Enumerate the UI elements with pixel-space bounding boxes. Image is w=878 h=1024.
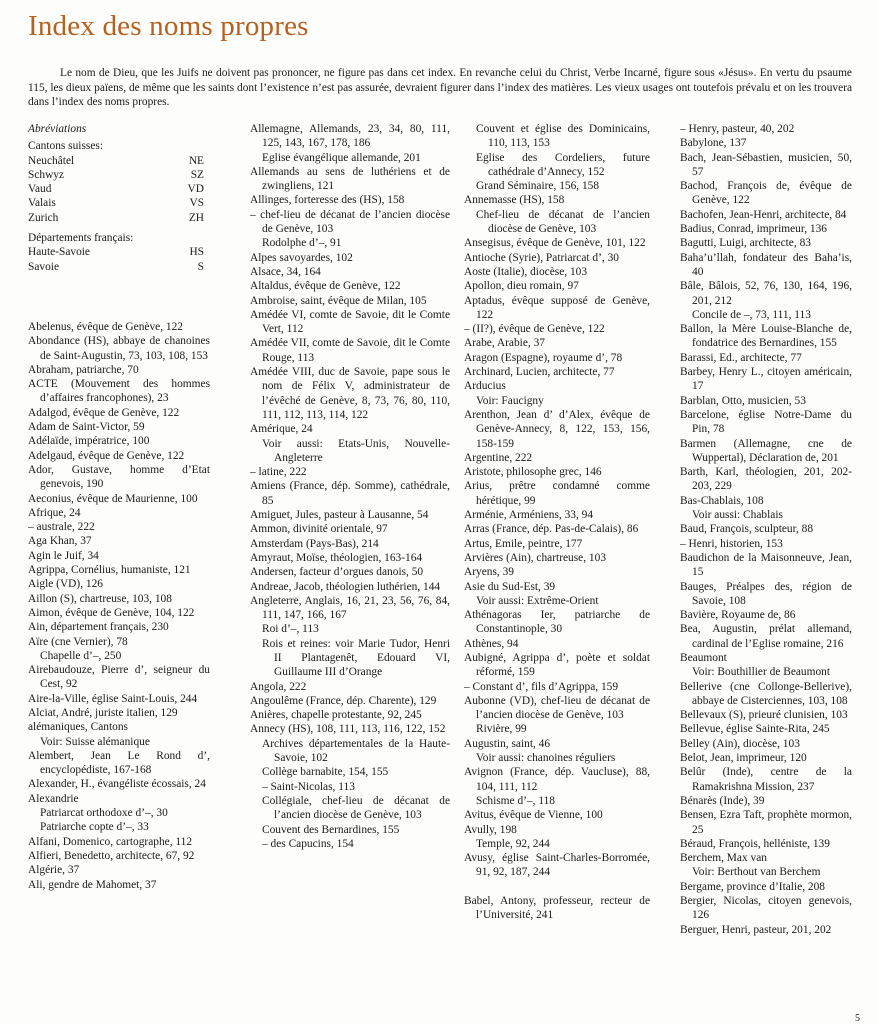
index-entry: Aïre (cne Vernier), 78 bbox=[28, 635, 128, 648]
index-entry: Angoulême (France, dép. Charente), 129 bbox=[250, 694, 437, 707]
abbreviations-block bbox=[28, 122, 210, 274]
index-entry: Alciat, André, juriste italien, 129 bbox=[28, 706, 178, 719]
index-entry: Eglise évangélique allemande, 201 bbox=[262, 151, 421, 164]
index-entry: Adam de Saint-Victor, 59 bbox=[28, 421, 145, 434]
abbreviation-row bbox=[28, 196, 210, 210]
index-entry: Béraud, François, helléniste, 139 bbox=[680, 837, 830, 850]
cantons-list bbox=[28, 154, 210, 225]
index-entry: Ansegisus, évêque de Genève, 101, 122 bbox=[464, 237, 646, 250]
index-entry: Barassi, Ed., architecte, 77 bbox=[680, 351, 802, 364]
index-entry: Aptadus, évêque supposé de Genève, 122 bbox=[464, 294, 650, 321]
index-entry: – latine, 222 bbox=[250, 466, 307, 479]
index-entry: Amédée VI, comte de Savoie, dit le Comte Vert, 112 bbox=[250, 308, 450, 336]
index-entry: Archives départementales de la Haute-Savoie, 102 bbox=[262, 737, 450, 765]
index-entry: Temple, 92, 244 bbox=[476, 837, 550, 850]
abbreviation-row bbox=[28, 245, 210, 259]
index-entry: Rivière, 99 bbox=[476, 723, 527, 736]
index-entry: Allemagne, Allemands, 23, 34, 80, 111, 125, 143, 167, 178, 186 bbox=[250, 123, 450, 150]
index-entry: Aimon, évêque de Genève, 104, 122 bbox=[28, 606, 195, 619]
index-entry: Amiens (France, dép. Somme), cathédrale, 85 bbox=[250, 480, 450, 507]
index-entry: Angola, 222 bbox=[250, 680, 307, 693]
index-entry: – chef-lieu de décanat de l’ancien diocèse de Genève, 103 bbox=[250, 208, 450, 236]
index-column-1 bbox=[28, 122, 210, 892]
index-entry: Bellerive (cne Collonge-Bellerive), abbaye de Cisterciennes, 103, 108 bbox=[680, 680, 852, 707]
index-entry: Augustin, saint, 46 bbox=[464, 737, 551, 750]
index-entry: Amédée VIII, duc de Savoie, pape sous le nom de Félix V, administrateur de l’évêché de Genève, 8, 73, 76, 80, 110, 111, 112, 113, 114, 122 bbox=[250, 366, 450, 421]
index-entry: Baudichon de la Maisonneuve, Jean, 15 bbox=[680, 551, 852, 579]
index-entry: Arducius bbox=[464, 380, 506, 393]
index-entry: Airebaudouze, Pierre d’, seigneur du Cest, 92 bbox=[28, 664, 210, 691]
index-entry: Altaldus, évêque de Genève, 122 bbox=[250, 280, 401, 293]
index-entry: Avignon (France, dép. Vaucluse), 88, 104, 111, 112 bbox=[464, 766, 650, 793]
index-entry: Adelgaud, évêque de Genève, 122 bbox=[28, 449, 185, 462]
index-entry: – australe, 222 bbox=[28, 521, 95, 534]
index-entry: Apollon, dieu romain, 97 bbox=[464, 280, 579, 293]
index-entry: Aragon (Espagne), royaume d’, 78 bbox=[464, 351, 623, 364]
index-entry: Aeconius, évêque de Maurienne, 100 bbox=[28, 492, 198, 505]
index-entry: Ali, gendre de Mahomet, 37 bbox=[28, 878, 157, 891]
abbreviation-code: VD bbox=[187, 183, 204, 196]
index-entry: Barth, Karl, théologien, 201, 202-203, 229 bbox=[680, 466, 852, 493]
index-entry: Collège barnabite, 154, 155 bbox=[262, 766, 389, 779]
abbreviation-name: Savoie bbox=[28, 260, 60, 273]
index-entry: Ambroise, saint, évêque de Milan, 105 bbox=[250, 294, 427, 307]
index-entry: Argentine, 222 bbox=[464, 451, 533, 464]
intro-paragraph bbox=[28, 66, 852, 110]
index-entry: Angleterre, Anglais, 16, 21, 23, 56, 76, 84, 111, 147, 166, 167 bbox=[250, 594, 450, 622]
abbreviation-name: Zurich bbox=[28, 211, 59, 224]
index-entry: Bâle, Bâlois, 52, 76, 130, 164, 196, 201, 212 bbox=[680, 280, 852, 307]
index-entry: Bellevaux (S), prieuré clunisien, 103 bbox=[680, 709, 848, 722]
index-entry: Amyraut, Moïse, théologien, 163-164 bbox=[250, 551, 423, 564]
index-entry: Arabe, Arabie, 37 bbox=[464, 337, 545, 350]
index-entry: Abondance (HS), abbaye de chanoines de Saint-Augustin, 73, 103, 108, 153 bbox=[28, 335, 210, 362]
index-entry: Voir: Bouthillier de Beaumont bbox=[692, 666, 831, 679]
index-entry: Aire-la-Ville, église Saint-Louis, 244 bbox=[28, 692, 198, 705]
index-entry: Anières, chapelle protestante, 92, 245 bbox=[250, 709, 422, 722]
index-entry: Beaumont bbox=[680, 651, 727, 664]
index-entry: Alsace, 34, 164 bbox=[250, 265, 321, 278]
page-title: Index des noms propres bbox=[28, 10, 309, 42]
abbreviation-name: Vaud bbox=[28, 183, 52, 196]
index-entry: Voir: Faucigny bbox=[476, 394, 544, 407]
index-entry: – Saint-Nicolas, 113 bbox=[262, 780, 355, 793]
index-entry: Bach, Jean-Sébastien, musicien, 50, 57 bbox=[680, 151, 852, 178]
index-column-4 bbox=[680, 122, 852, 937]
index-entry: – Henri, historien, 153 bbox=[680, 537, 783, 550]
index-entry: Annemasse (HS), 158 bbox=[464, 194, 565, 207]
index-entry: Afrique, 24 bbox=[28, 506, 81, 519]
index-entry: Eglise des Cordeliers, future cathédrale d’Annecy, 152 bbox=[476, 151, 650, 178]
index-entry: Badius, Conrad, imprimeur, 136 bbox=[680, 223, 827, 236]
index-entry: Berchem, Max van bbox=[680, 852, 767, 865]
index-entry: Agin le Juif, 34 bbox=[28, 549, 99, 562]
index-entry: Babel, Antony, professeur, recteur de l’Université, 241 bbox=[464, 894, 650, 922]
index-entry: Couvent et église des Dominicains, 110, 113, 153 bbox=[476, 123, 650, 150]
index-entry: Ador, Gustave, homme d’Etat genevois, 190 bbox=[28, 463, 210, 491]
index-entry: Arménie, Arméniens, 33, 94 bbox=[464, 509, 594, 522]
index-entry: Patriarche copte d’–, 33 bbox=[40, 821, 149, 834]
index-entry: Alexandrie bbox=[28, 792, 79, 805]
index-entry: Avitus, évêque de Vienne, 100 bbox=[464, 809, 603, 822]
abbreviation-code: S bbox=[197, 260, 204, 273]
index-entry: Aubonne (VD), chef-lieu de décanat de l’ancien diocèse de Genève, 103 bbox=[464, 694, 650, 722]
index-entry: Alexander, H., évangéliste écossais, 24 bbox=[28, 778, 206, 791]
index-entry: Bergier, Nicolas, citoyen genevois, 126 bbox=[680, 895, 852, 922]
index-entry: Algérie, 37 bbox=[28, 864, 80, 877]
index-entry: Amsterdam (Pays-Bas), 214 bbox=[250, 537, 379, 550]
index-entry: Voir: Berthout van Berchem bbox=[692, 866, 821, 879]
depts-heading: Départements français: bbox=[28, 232, 134, 245]
index-entry: Baud, François, sculpteur, 88 bbox=[680, 523, 814, 536]
index-entry: Bachod, François de, évêque de Genève, 122 bbox=[680, 180, 852, 207]
index-entry: Bachofen, Jean-Henri, architecte, 84 bbox=[680, 208, 847, 221]
index-entry: Aillon (S), chartreuse, 103, 108 bbox=[28, 592, 172, 605]
index-entries-col-4 bbox=[680, 122, 852, 937]
index-entry: Adalgod, évêque de Genève, 122 bbox=[28, 406, 180, 419]
index-entry: Barblan, Otto, musicien, 53 bbox=[680, 394, 806, 407]
index-entry: Barmen (Allemagne, cne de Wuppertal), Déclaration de, 201 bbox=[680, 437, 852, 464]
abbreviation-row bbox=[28, 168, 210, 182]
index-entry: Schisme d’–, 118 bbox=[476, 794, 555, 807]
index-entry: Asie du Sud-Est, 39 bbox=[464, 580, 556, 593]
index-entry: Bensen, Ezra Taft, prophète mormon, 25 bbox=[680, 809, 852, 836]
index-entry: Voir aussi: Extrême-Orient bbox=[476, 594, 599, 607]
index-entry: Andersen, facteur d’orgues danois, 50 bbox=[250, 566, 424, 579]
index-entry: Amiguet, Jules, pasteur à Lausanne, 54 bbox=[250, 509, 429, 522]
index-entry: Arenthon, Jean d’ d’Alex, évêque de Genève-Annecy, 8, 122, 153, 156, 158-159 bbox=[464, 408, 650, 450]
index-entry: Athènes, 94 bbox=[464, 637, 519, 650]
index-entry: Bénarès (Inde), 39 bbox=[680, 794, 765, 807]
index-entry: Aoste (Italie), diocèse, 103 bbox=[464, 265, 588, 278]
index-entry: Aristote, philosophe grec, 146 bbox=[464, 466, 602, 479]
index-entry: Allinges, forteresse des (HS), 158 bbox=[250, 194, 405, 207]
abbreviation-code: ZH bbox=[188, 211, 204, 224]
index-entry: Amédée VII, comte de Savoie, dit le Comte Rouge, 113 bbox=[250, 337, 450, 364]
index-entry: Bergame, province d’Italie, 208 bbox=[680, 880, 825, 893]
index-entries-col-2 bbox=[250, 122, 450, 851]
index-entry: – Constant d’, fils d’Agrippa, 159 bbox=[464, 680, 619, 693]
index-entry: Alfani, Domenico, cartographe, 112 bbox=[28, 835, 193, 848]
index-entry: Ballon, la Mère Louise-Blanche de, fondatrice des Bernardines, 155 bbox=[680, 323, 852, 350]
abbreviation-name: Haute-Savoie bbox=[28, 246, 90, 259]
abbreviation-code: VS bbox=[189, 197, 204, 210]
index-entry: alémaniques, Cantons bbox=[28, 721, 128, 734]
depts-list bbox=[28, 245, 210, 274]
index-entry: Allemands au sens de luthériens et de zwingliens, 121 bbox=[250, 165, 450, 193]
index-entry: Concile de –, 73, 111, 113 bbox=[692, 308, 811, 321]
abbreviation-row bbox=[28, 260, 210, 274]
index-entry: Couvent des Bernardines, 155 bbox=[262, 823, 400, 836]
index-entry: Voir aussi: Etats-Unis, Nouvelle-Angleterre bbox=[262, 437, 450, 464]
intro-text: Le nom de Dieu, que les Juifs ne doivent pas prononcer, ne figure pas dans cet index. En revanche celui du Christ, Verbe Incarné, figure sous «Jésus». En vertu du psaume 115, les dieux païens, de même que les saints dont l’existence n’est pas assurée, devraient figurer dans l’index des matières. Les vieux usages ont toutefois prévalu et on les trouvera dans l’index des noms propres. bbox=[28, 67, 852, 109]
abbreviations-title: Abréviations bbox=[28, 123, 87, 135]
index-entry: Barbey, Henry L., citoyen américain, 17 bbox=[680, 366, 852, 393]
index-entry: Bavière, Royaume de, 86 bbox=[680, 609, 796, 622]
index-entry: Archinard, Lucien, architecte, 77 bbox=[464, 366, 615, 379]
index-entry: Chef-lieu de décanat de l’ancien diocèse de Genève, 103 bbox=[476, 208, 650, 236]
index-entry: Bellevue, église Sainte-Rita, 245 bbox=[680, 723, 830, 736]
index-entry: Aubigné, Agrippa d’, poète et soldat réformé, 159 bbox=[464, 651, 650, 679]
index-entry: Avully, 198 bbox=[464, 823, 517, 836]
index-entry: Grand Séminaire, 156, 158 bbox=[476, 180, 600, 193]
abbreviation-row bbox=[28, 154, 210, 168]
index-entry: Antioche (Syrie), Patriarcat d’, 30 bbox=[464, 251, 619, 264]
index-entry: Abelenus, évêque de Genève, 122 bbox=[28, 320, 183, 333]
abbreviation-row bbox=[28, 211, 210, 225]
index-entry: Athénagoras Ier, patriarche de Constantinople, 30 bbox=[464, 609, 650, 636]
index-entry: Belot, Jean, imprimeur, 120 bbox=[680, 752, 807, 765]
index-entry: Arvières (Ain), chartreuse, 103 bbox=[464, 551, 607, 564]
abbreviation-name: Neuchâtel bbox=[28, 154, 75, 167]
index-entry: Collégiale, chef-lieu de décanat de l’ancien diocèse de Genève, 103 bbox=[262, 794, 450, 822]
index-entry: Roi d’–, 113 bbox=[262, 623, 319, 636]
index-column-3 bbox=[464, 122, 650, 922]
index-entry: Avusy, église Saint-Charles-Borromée, 91, 92, 187, 244 bbox=[464, 852, 650, 879]
index-entries-col-1 bbox=[28, 320, 210, 892]
index-entry: Bas-Chablais, 108 bbox=[680, 494, 764, 507]
index-entry: Arius, prêtre condamné comme hérétique, 99 bbox=[464, 480, 650, 507]
index-entry: Aigle (VD), 126 bbox=[28, 578, 103, 591]
index-entry: Bauges, Préalpes des, région de Savoie, 108 bbox=[680, 580, 852, 607]
page-number: 5 bbox=[855, 1013, 860, 1024]
index-entry: Bagutti, Luigi, architecte, 83 bbox=[680, 237, 811, 250]
abbreviation-row bbox=[28, 182, 210, 196]
index-column-2 bbox=[250, 122, 450, 851]
index-entry: – (II?), évêque de Genève, 122 bbox=[464, 323, 605, 336]
index-entry: Arras (France, dép. Pas-de-Calais), 86 bbox=[464, 523, 639, 536]
index-entry: Ammon, divinité orientale, 97 bbox=[250, 523, 388, 536]
index-entry: – Henry, pasteur, 40, 202 bbox=[680, 123, 795, 135]
abbreviation-name: Schwyz bbox=[28, 168, 65, 181]
index-entry: Babylone, 137 bbox=[680, 137, 747, 150]
index-entry: Adélaïde, impératrice, 100 bbox=[28, 435, 150, 448]
index-entry: Barcelone, église Notre-Dame du Pin, 78 bbox=[680, 408, 852, 436]
index-entry: Aryens, 39 bbox=[464, 566, 514, 579]
index-entry: Belûr (Inde), centre de la Ramakrishna Mission, 237 bbox=[680, 766, 852, 793]
cantons-heading: Cantons suisses: bbox=[28, 140, 103, 153]
abbreviation-code: NE bbox=[188, 154, 204, 167]
index-entry: Amérique, 24 bbox=[250, 423, 313, 436]
index-entry: Agrippa, Cornélius, humaniste, 121 bbox=[28, 564, 191, 577]
index-entry: Voir aussi: chanoines réguliers bbox=[476, 752, 616, 765]
index-entry: ACTE (Mouvement des hommes d’affaires francophones), 23 bbox=[28, 378, 210, 405]
index-entries-col-3 bbox=[464, 122, 650, 922]
abbreviation-code: SZ bbox=[190, 168, 204, 181]
index-entry: Voir aussi: Chablais bbox=[692, 509, 783, 522]
index-entry: Ain, département français, 230 bbox=[28, 621, 169, 634]
index-entry: Baha’u’llah, fondateur des Baha’is, 40 bbox=[680, 251, 852, 278]
index-entry: Artus, Emile, peintre, 177 bbox=[464, 537, 583, 550]
index-entry: Belley (Ain), diocèse, 103 bbox=[680, 737, 800, 750]
index-entry: Alembert, Jean Le Rond d’, encyclopédiste, 167-168 bbox=[28, 749, 210, 777]
index-entry: Berguer, Henri, pasteur, 201, 202 bbox=[680, 923, 832, 936]
index-entry: Alpes savoyardes, 102 bbox=[250, 251, 353, 264]
index-entry: Aga Khan, 37 bbox=[28, 535, 92, 548]
index-entry: Rois et reines: voir Marie Tudor, Henri II Plantagenêt, Edouard VI, Guillaume III d’Orange bbox=[262, 637, 450, 679]
index-entry: Chapelle d’–, 250 bbox=[40, 649, 122, 662]
index-entry: Abraham, patriarche, 70 bbox=[28, 363, 139, 376]
abbreviation-code: HS bbox=[189, 246, 204, 259]
index-entry: Annecy (HS), 108, 111, 113, 116, 122, 152 bbox=[250, 723, 446, 736]
abbreviation-name: Valais bbox=[28, 197, 56, 210]
index-entry: Rodolphe d’–, 91 bbox=[262, 237, 342, 250]
index-entry: Bea, Augustin, prélat allemand, cardinal de l’Eglise romaine, 216 bbox=[680, 623, 852, 650]
index-entry: Alfieri, Benedetto, architecte, 67, 92 bbox=[28, 849, 195, 862]
index-entry: Voir: Suisse alémanique bbox=[40, 735, 150, 748]
index-entry: – des Capucins, 154 bbox=[262, 837, 354, 850]
index-entry: Patriarcat orthodoxe d’–, 30 bbox=[40, 807, 168, 820]
index-entry: Andreae, Jacob, théologien luthérien, 144 bbox=[250, 580, 441, 593]
